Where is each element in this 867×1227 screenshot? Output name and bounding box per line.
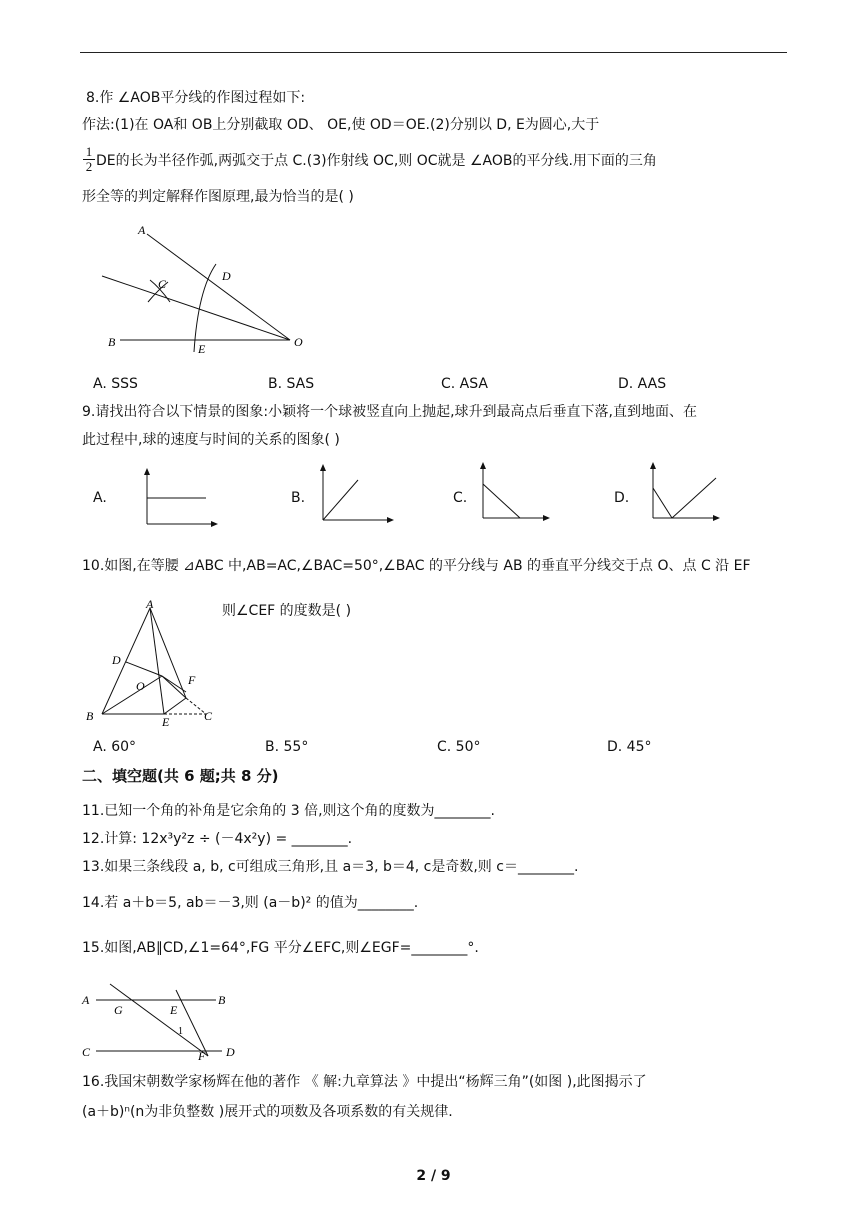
q8-ray-oa bbox=[147, 234, 290, 340]
q10-option-d[interactable]: D. 45° bbox=[607, 739, 652, 755]
q15-text: 15.如图,AB∥CD,∠1=64°,FG 平分∠EFC,则∠EGF=________°. bbox=[82, 940, 479, 956]
q10-segment-of bbox=[162, 676, 186, 698]
q15-label-g: G bbox=[114, 1003, 123, 1017]
q10-label-d: D bbox=[112, 653, 121, 667]
q15-label-a: A bbox=[82, 993, 90, 1007]
q10-option-b[interactable]: B. 55° bbox=[265, 739, 309, 755]
q10-label-a: A bbox=[146, 597, 154, 611]
q8-option-a[interactable]: A. SSS bbox=[93, 376, 138, 392]
q10-segment-oc bbox=[162, 676, 186, 692]
page-number: 2 / 9 bbox=[416, 1168, 451, 1184]
q8-angle-bisector-figure bbox=[90, 220, 330, 360]
q10-fc-dashed bbox=[186, 698, 206, 714]
q15-label-d: D bbox=[226, 1045, 235, 1059]
q8-line4: 形全等的判定解释作图原理,最为恰当的是( ) bbox=[82, 189, 354, 205]
q8-label-a: A bbox=[138, 223, 146, 237]
q15-label-c: C bbox=[82, 1045, 91, 1059]
q15-label-b: B bbox=[218, 993, 226, 1007]
q12-text: 12.计算: 12x³y²z ÷ (－4x²y) = ________. bbox=[82, 831, 353, 847]
q10-label-c: C bbox=[204, 709, 213, 723]
q11-text: 11.已知一个角的补角是它余角的 3 倍,则这个角的度数为________. bbox=[82, 803, 495, 819]
q8-label-o: O bbox=[294, 335, 303, 349]
q9-option-a[interactable]: A. bbox=[93, 490, 107, 506]
q10-segment-ae bbox=[150, 608, 164, 714]
q9-option-c[interactable]: C. bbox=[453, 490, 468, 506]
q15-label-e: E bbox=[170, 1003, 178, 1017]
q16-line2: (a＋b)ⁿ(n为非负整数 )展开式的项数及各项系数的有关规律. bbox=[82, 1104, 453, 1120]
q10-label-e: E bbox=[162, 715, 170, 728]
q8-label-e: E bbox=[198, 342, 206, 356]
q14-text: 14.若 a＋b＝5, ab＝－3,则 (a－b)² 的值为________. bbox=[82, 895, 419, 911]
q8-line1: 8.作 ∠AOB平分线的作图过程如下: bbox=[86, 90, 306, 106]
q8-line3: DE的长为半径作弧,两弧交于点 C.(3)作射线 OC,则 OC就是 ∠AOB的平分线.用下面的三角 bbox=[96, 153, 657, 169]
q10-segment-ef bbox=[164, 698, 186, 714]
q8-label-d: D bbox=[222, 269, 231, 283]
q8-label-c: C bbox=[158, 277, 167, 291]
q15-parallel-lines-figure bbox=[80, 980, 250, 1060]
q9-line1: 9.请找出符合以下情景的图象:小颖将一个球被竖直向上抛起,球升到最高点后垂直下落,直到地面、在 bbox=[82, 404, 697, 420]
q10-label-f: F bbox=[188, 673, 196, 687]
q9-line2: 此过程中,球的速度与时间的关系的图象( ) bbox=[82, 432, 340, 448]
q15-line-gf bbox=[110, 984, 208, 1056]
q9-graph-a bbox=[138, 468, 220, 530]
q15-label-angle-1: 1 bbox=[178, 1026, 183, 1037]
q10-line1: 10.如图,在等腰 ⊿ABC 中,AB=AC,∠BAC=50°,∠BAC 的平分线与 AB 的垂直平分线交于点 O、点 C 沿 EF bbox=[82, 558, 751, 574]
q8-fraction: $\frac{1}{2}$ bbox=[83, 145, 95, 174]
q10-line2: 则∠CEF 的度数是( ) bbox=[222, 603, 352, 619]
q9-d-falling-line bbox=[653, 488, 672, 518]
q10-segment-do bbox=[126, 662, 162, 676]
q15-label-f: F bbox=[198, 1049, 206, 1060]
q9-b-rising-line bbox=[323, 480, 358, 520]
q9-option-b[interactable]: B. bbox=[291, 490, 306, 506]
section-heading-fill-in: 二、填空题(共 6 题;共 8 分) bbox=[82, 767, 279, 785]
q9-option-d[interactable]: D. bbox=[614, 490, 630, 506]
header-rule bbox=[80, 52, 787, 53]
q8-label-b: B bbox=[108, 335, 116, 349]
q10-label-o: O bbox=[136, 679, 145, 693]
q9-graph-c bbox=[474, 462, 556, 524]
q10-option-c[interactable]: C. 50° bbox=[437, 739, 481, 755]
q9-c-falling-line bbox=[483, 484, 520, 518]
q9-graph-b bbox=[314, 464, 396, 526]
q10-triangle-figure bbox=[82, 596, 222, 728]
q9-d-rising-line bbox=[672, 478, 716, 518]
q10-option-a[interactable]: A. 60° bbox=[93, 739, 137, 755]
q10-label-b: B bbox=[86, 709, 94, 723]
q8-option-d[interactable]: D. AAS bbox=[618, 376, 667, 392]
q8-option-b[interactable]: B. SAS bbox=[268, 376, 315, 392]
q9-graph-d bbox=[644, 462, 726, 524]
q8-line2: 作法:(1)在 OA和 OB上分别截取 OD、 OE,使 OD＝OE.(2)分别以 D, E为圆心,大于 bbox=[82, 117, 600, 133]
q16-line1: 16.我国宋朝数学家杨辉在他的著作 《 解:九章算法 》中提出“杨辉三角”(如图 ),此图揭示了 bbox=[82, 1074, 647, 1090]
q13-text: 13.如果三条线段 a, b, c可组成三角形,且 a＝3, b＝4, c是奇数,则 c＝________. bbox=[82, 859, 579, 875]
q8-option-c[interactable]: C. ASA bbox=[441, 376, 488, 392]
